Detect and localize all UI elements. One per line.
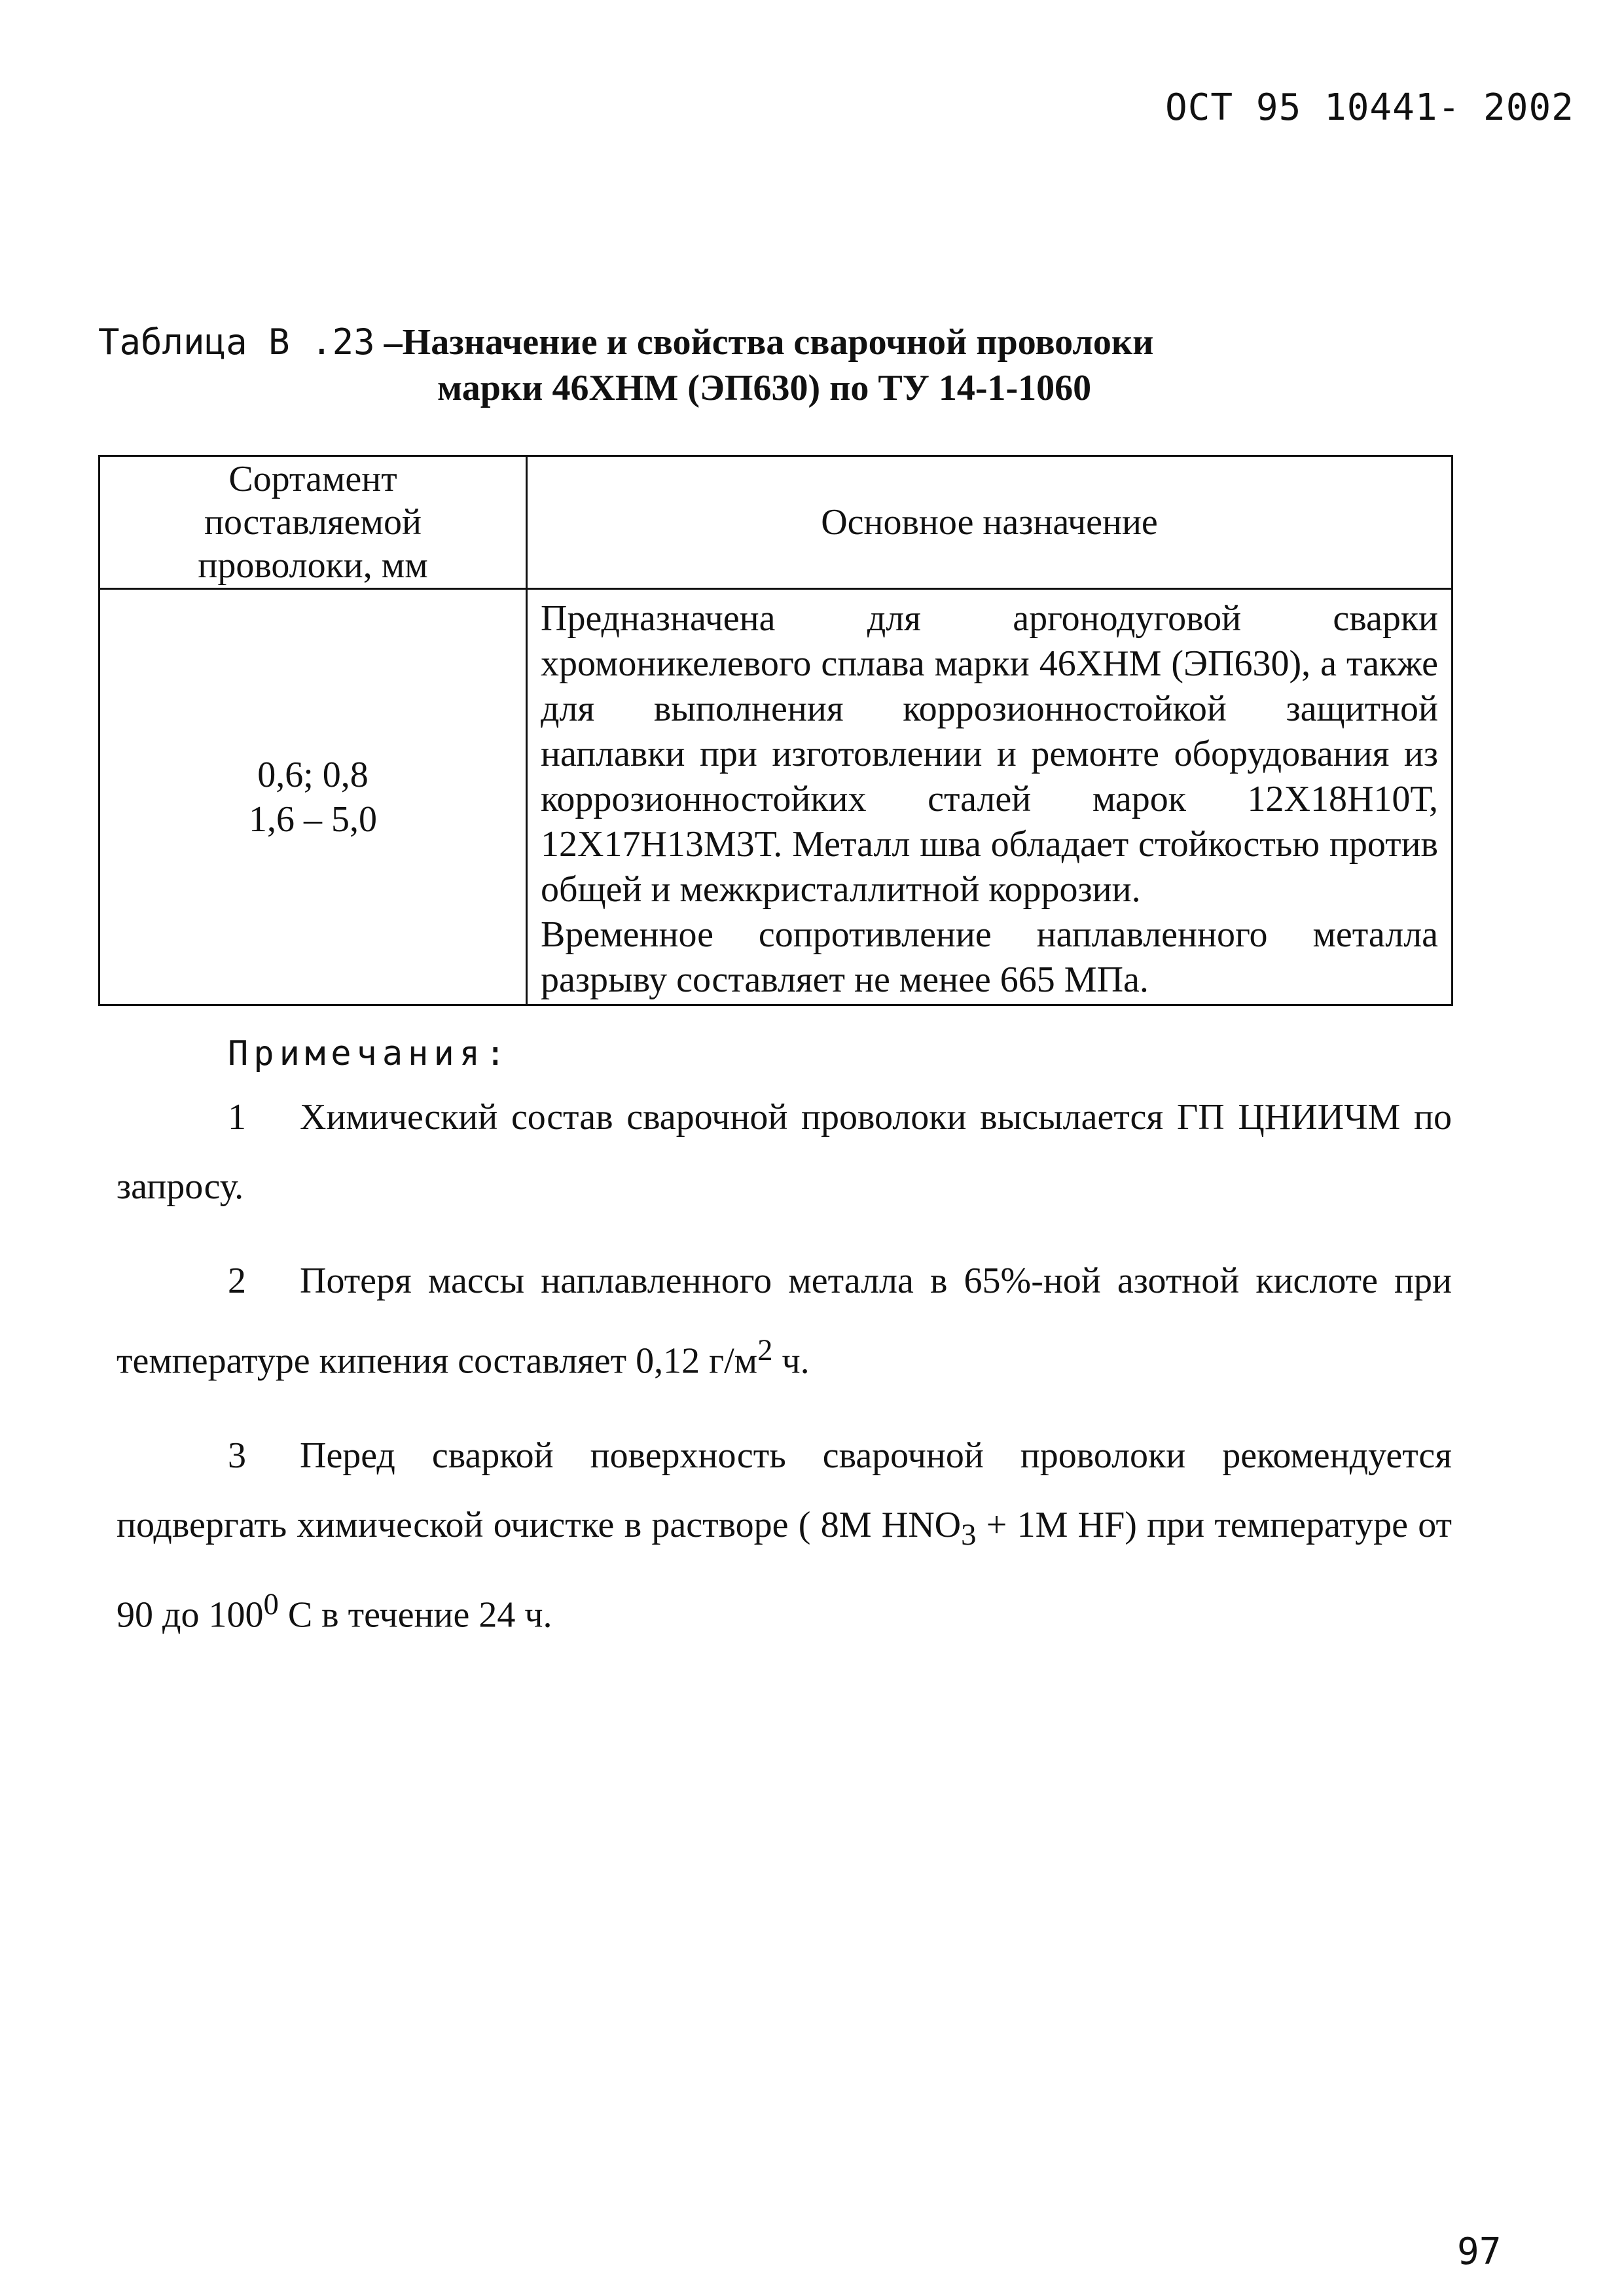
cell-purpose	[527, 589, 1453, 1005]
wire-spec-table	[98, 455, 1453, 1006]
note-text-end: С в течение 24 ч.	[278, 1594, 552, 1636]
table-title-line2: марки 46ХНМ (ЭП630) по ТУ 14-1-1060	[437, 368, 1092, 408]
purpose-paragraph-2: Временное сопротивление наплавленного металла разрыву составляет не менее 665 МПа.	[541, 914, 1438, 1000]
note-text: Потеря массы наплавленного металла в 65%-ной азотной кислоте при температуре кипения составляет 0,12 г/м	[117, 1261, 1452, 1382]
note-text: Перед сваркой поверхность сварочной проволоки рекомендуется подвергать химической очистке в растворе ( 8М HNO	[117, 1435, 1452, 1545]
superscript: 0	[263, 1587, 279, 1621]
superscript: 2	[757, 1333, 773, 1367]
note-2	[117, 1246, 1452, 1396]
table-row	[99, 589, 1453, 1005]
table-title-line1: –Назначение и свойства сварочной проволоки	[384, 322, 1154, 363]
subscript: 3	[961, 1517, 977, 1552]
sizes-line1: 0,6; 0,8	[257, 754, 369, 795]
notes-title: Примечания:	[228, 1034, 511, 1073]
cell-sizes	[99, 589, 527, 1005]
table-header-row	[99, 456, 1453, 589]
document-code: ОСТ 95 10441- 2002	[1165, 86, 1574, 129]
note-text-mid: + 1М HF) при температуре от 90 до 100	[117, 1504, 1452, 1636]
table-caption	[98, 321, 1309, 410]
note-number: 2	[228, 1261, 246, 1301]
notes-section	[117, 1034, 1452, 1675]
header-assortment: Сортамент поставляемой проволоки, мм	[99, 456, 527, 589]
note-3	[117, 1421, 1452, 1650]
header-purpose: Основное назначение	[527, 456, 1453, 589]
note-1	[117, 1083, 1452, 1221]
purpose-paragraph-1: Предназначена для аргонодуговой сварки хромоникелевого сплава марки 46ХНМ (ЭП630), а также для выполнения коррозионностойкой защитной наплавки при изготовлении и ремонте оборудования из коррозионностойких сталей марок 12Х18Н10Т, 12Х17Н13М3Т. Металл шва обладает стойкостью против общей и межкристаллитной коррозии.	[541, 598, 1438, 910]
note-number: 3	[228, 1435, 246, 1476]
sizes-line2: 1,6 – 5,0	[249, 798, 377, 840]
table-number: Таблица В .23	[98, 321, 375, 363]
note-text-end: ч.	[772, 1340, 810, 1382]
note-number: 1	[228, 1097, 246, 1138]
note-text: Химический состав сварочной проволоки высылается ГП ЦНИИЧМ по запросу.	[117, 1097, 1452, 1207]
page-number: 97	[1457, 2231, 1502, 2273]
